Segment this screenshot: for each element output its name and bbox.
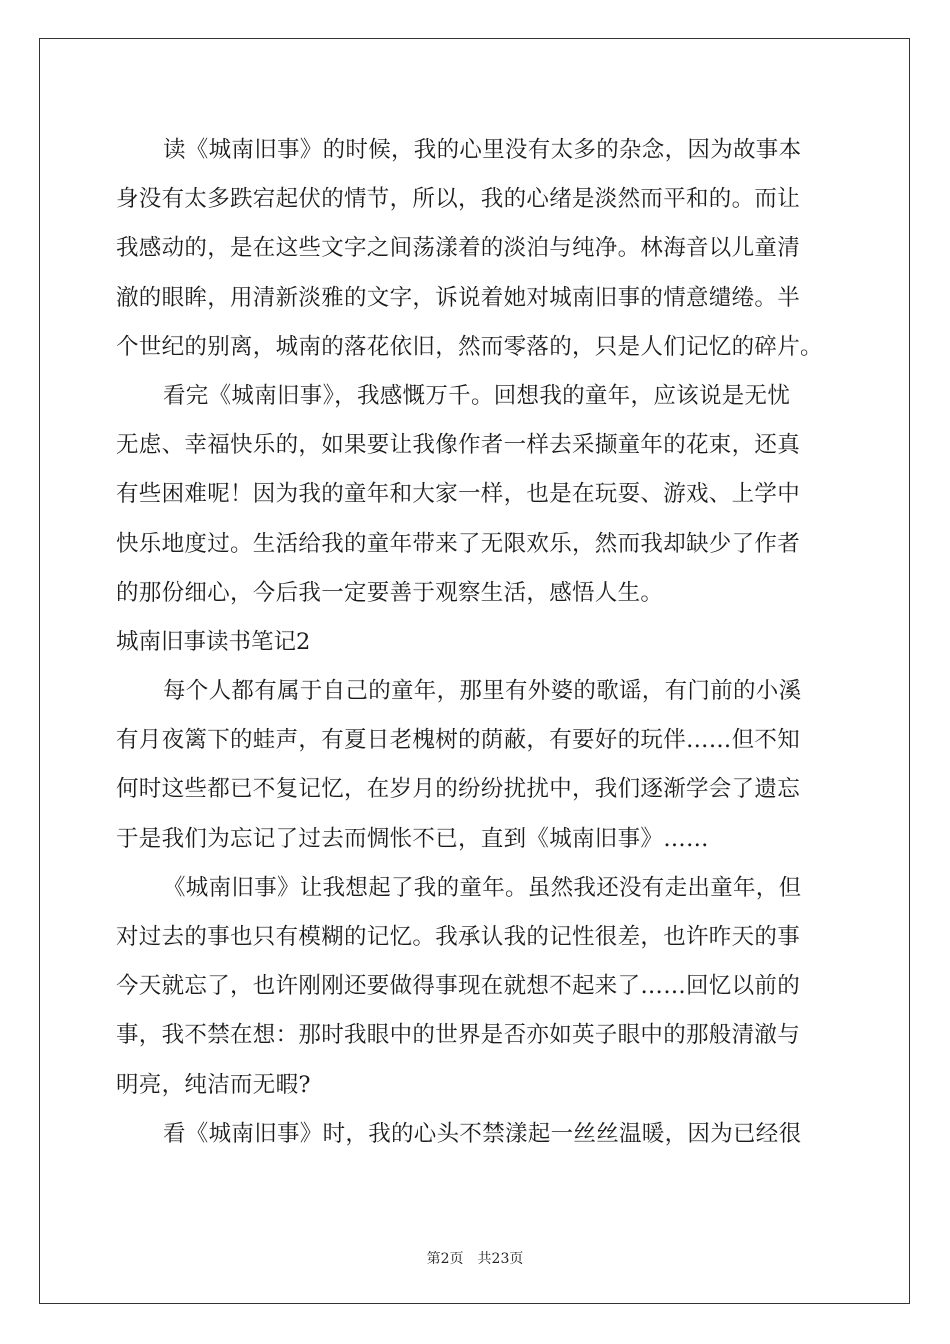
paragraph-2-line-1: 看完《城南旧事》，我感慨万千。回想我的童年，应该说是无忧 (163, 382, 791, 409)
paragraph-4-line-4: 事，我不禁在想：那时我眼中的世界是否亦如英子眼中的那般清澈与 (116, 1022, 801, 1049)
total-pages: 共23页 (477, 1251, 524, 1267)
paragraph-3-line-2: 有月夜篱下的蛙声，有夏日老槐树的荫蔽，有要好的玩伴……但不知 (116, 727, 801, 754)
paragraph-1-line-2: 身没有太多跌宕起伏的情节，所以，我的心绪是淡然而平和的。而让 (116, 186, 801, 213)
paragraph-2-line-3: 有些困难呢！因为我的童年和大家一样，也是在玩耍、游戏、上学中 (116, 481, 801, 508)
paragraph-2-line-4: 快乐地度过。生活给我的童年带来了无限欢乐，然而我却缺少了作者 (116, 530, 801, 557)
document-body (116, 126, 836, 1159)
paragraph-4-line-2: 对过去的事也只有模糊的记忆。我承认我的记性很差，也许昨天的事 (116, 924, 801, 950)
page-footer (0, 1248, 950, 1268)
paragraph-5-line-1: 看《城南旧事》时，我的心头不禁漾起一丝丝温暖，因为已经很 (163, 1120, 802, 1147)
paragraph-1-line-1: 读《城南旧事》的时候，我的心里没有太多的杂念，因为故事本 (163, 137, 802, 163)
paragraph-4-line-3: 今天就忘了，也许刚刚还要做得事现在就想不起来了……回忆以前的 (116, 973, 801, 1000)
paragraph-1-line-5: 个世纪的别离，城南的落花依旧，然而零落的，只是人们记忆的碎片。 (116, 333, 823, 360)
paragraph-3-line-1: 每个人都有属于自己的童年，那里有外婆的歌谣，有门前的小溪 (163, 678, 802, 705)
paragraph-1-line-3: 我感动的，是在这些文字之间荡漾着的淡泊与纯净。林海音以儿童清 (116, 235, 801, 262)
paragraph-4-line-1: 《城南旧事》让我想起了我的童年。虽然我还没有走出童年，但 (163, 874, 802, 901)
paragraph-3-line-4: 于是我们为忘记了过去而惆怅不已，直到《城南旧事》…… (116, 825, 709, 852)
paragraph-4-line-5: 明亮，纯洁而无暇? (116, 1071, 311, 1098)
paragraph-1-line-4: 澈的眼眸，用清新淡雅的文字，诉说着她对城南旧事的情意缱绻。半 (116, 284, 801, 311)
section-heading: 城南旧事读书笔记2 (116, 628, 311, 655)
paragraph-3-line-3: 何时这些都已不复记忆，在岁月的纷纷扰扰中，我们逐渐学会了遗忘 (116, 776, 801, 803)
page-number: 第2页 (426, 1251, 464, 1267)
paragraph-2-line-2: 无虑、幸福快乐的，如果要让我像作者一样去采撷童年的花束，还真 (116, 432, 801, 459)
paragraph-2-line-5: 的那份细心，今后我一定要善于观察生活，感悟人生。 (116, 579, 664, 606)
